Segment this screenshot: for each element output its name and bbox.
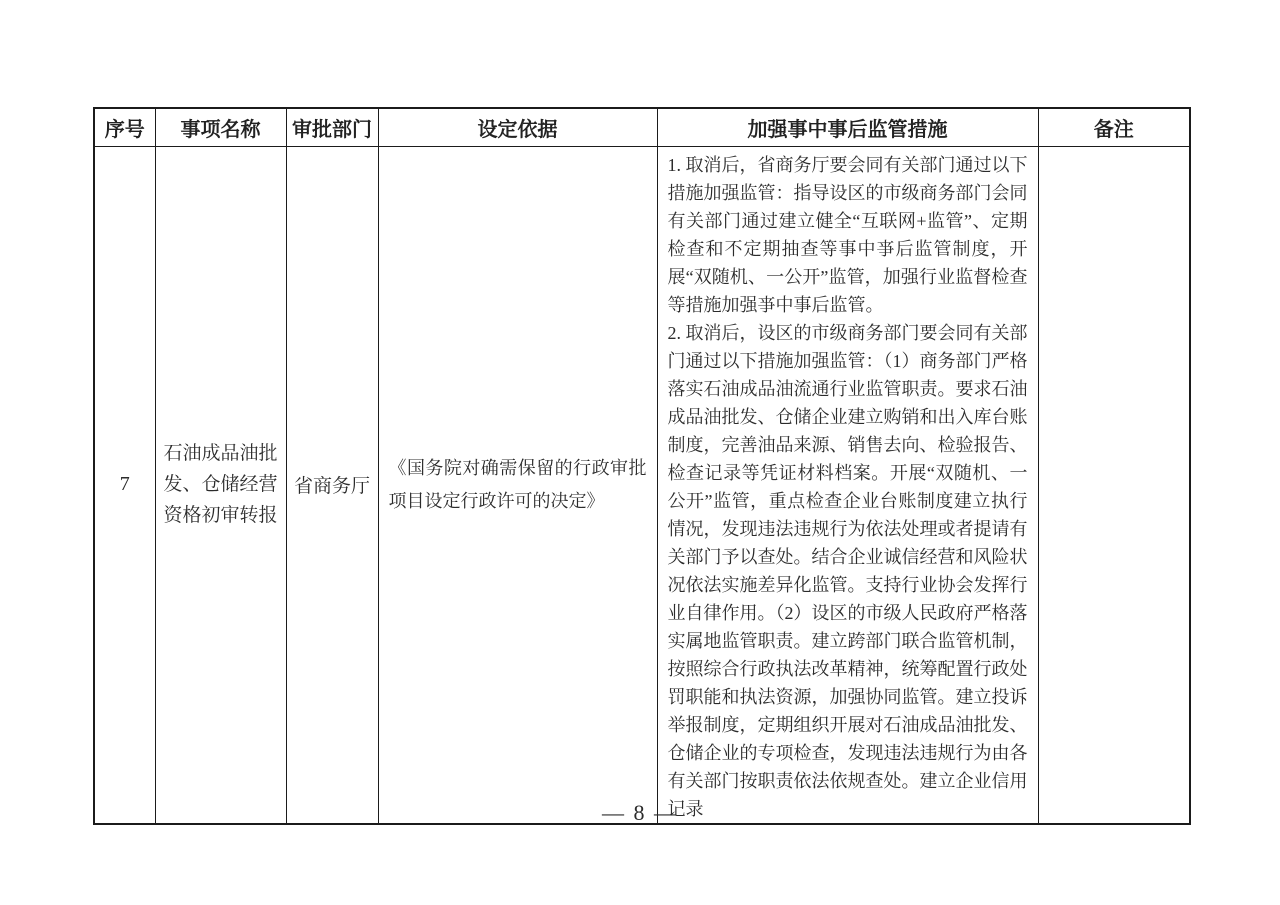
measures-paragraph-1: 1. 取消后，省商务厅要会同有关部门通过以下措施加强监管：指导设区的市级商务部门会同有关部门通过建立健全“互联网+监管”、定期检查和不定期抽查等事中亊后监管制度，开展“双随机、一公开”监管，加强行业监督检查等措施加强亊中事后监管。 xyxy=(667,154,1028,315)
col-header-approval-department: 审批部门 xyxy=(286,108,378,146)
page-number: — 8 — xyxy=(602,800,678,825)
cell-remark xyxy=(1038,146,1190,824)
cell-index: 7 xyxy=(94,146,155,824)
cell-setting-basis xyxy=(378,146,657,824)
table-row xyxy=(94,146,1190,824)
setting-basis-text: 《国务院对确需保留的行政审批项目设定行政许可的决定》 xyxy=(388,457,647,511)
col-header-remark: 备注 xyxy=(1038,108,1190,146)
col-header-index: 序号 xyxy=(94,108,155,146)
cell-item-name xyxy=(155,146,286,824)
table-header-row xyxy=(94,108,1190,146)
supervision-measures-table xyxy=(93,107,1191,825)
cell-supervision-measures xyxy=(657,146,1038,824)
item-name-text: 石油成品油批发、仓储经营资格初审转报 xyxy=(163,443,278,526)
measures-paragraph-2: 2. 取消后，设区的市级商务部门要会同有关部门通过以下措施加强监管：（1）商务部门严格落实石油成品油流通行业监管职责。要求石油成品油批发、仓储企业建立购销和出入库台账制度，完善油品来源、销售去向、检验报告、检查记录等凭证材料档案。开展“双随机、一公开”监管，重点检查企业台账制度建立执行情况，发现违法违规行为依法处理或者提请有关部门予以查处。结合企业诚信经营和风险状况依法实施差异化监管。支持行业协会发挥行业自律作用。（2）设区的市级人民政府严格落实属地监管职责。建立跨部门联合监管机制，按照综合行政执法改革精神，统筹配置行政处罚职能和执法资源，加强协同监管。建立投诉举报制度，定期组织开展对石油成品油批发、仓储企业的专项检查，发现违法违规行为由各有关部门按职责依法依规查处。建立企业信用记录 xyxy=(667,322,1028,819)
cell-approval-department: 省商务厅 xyxy=(286,146,378,824)
col-header-supervision-measures: 加强事中事后监管措施 xyxy=(657,108,1038,146)
col-header-item-name: 事项名称 xyxy=(155,108,286,146)
col-header-setting-basis: 设定依据 xyxy=(378,108,657,146)
